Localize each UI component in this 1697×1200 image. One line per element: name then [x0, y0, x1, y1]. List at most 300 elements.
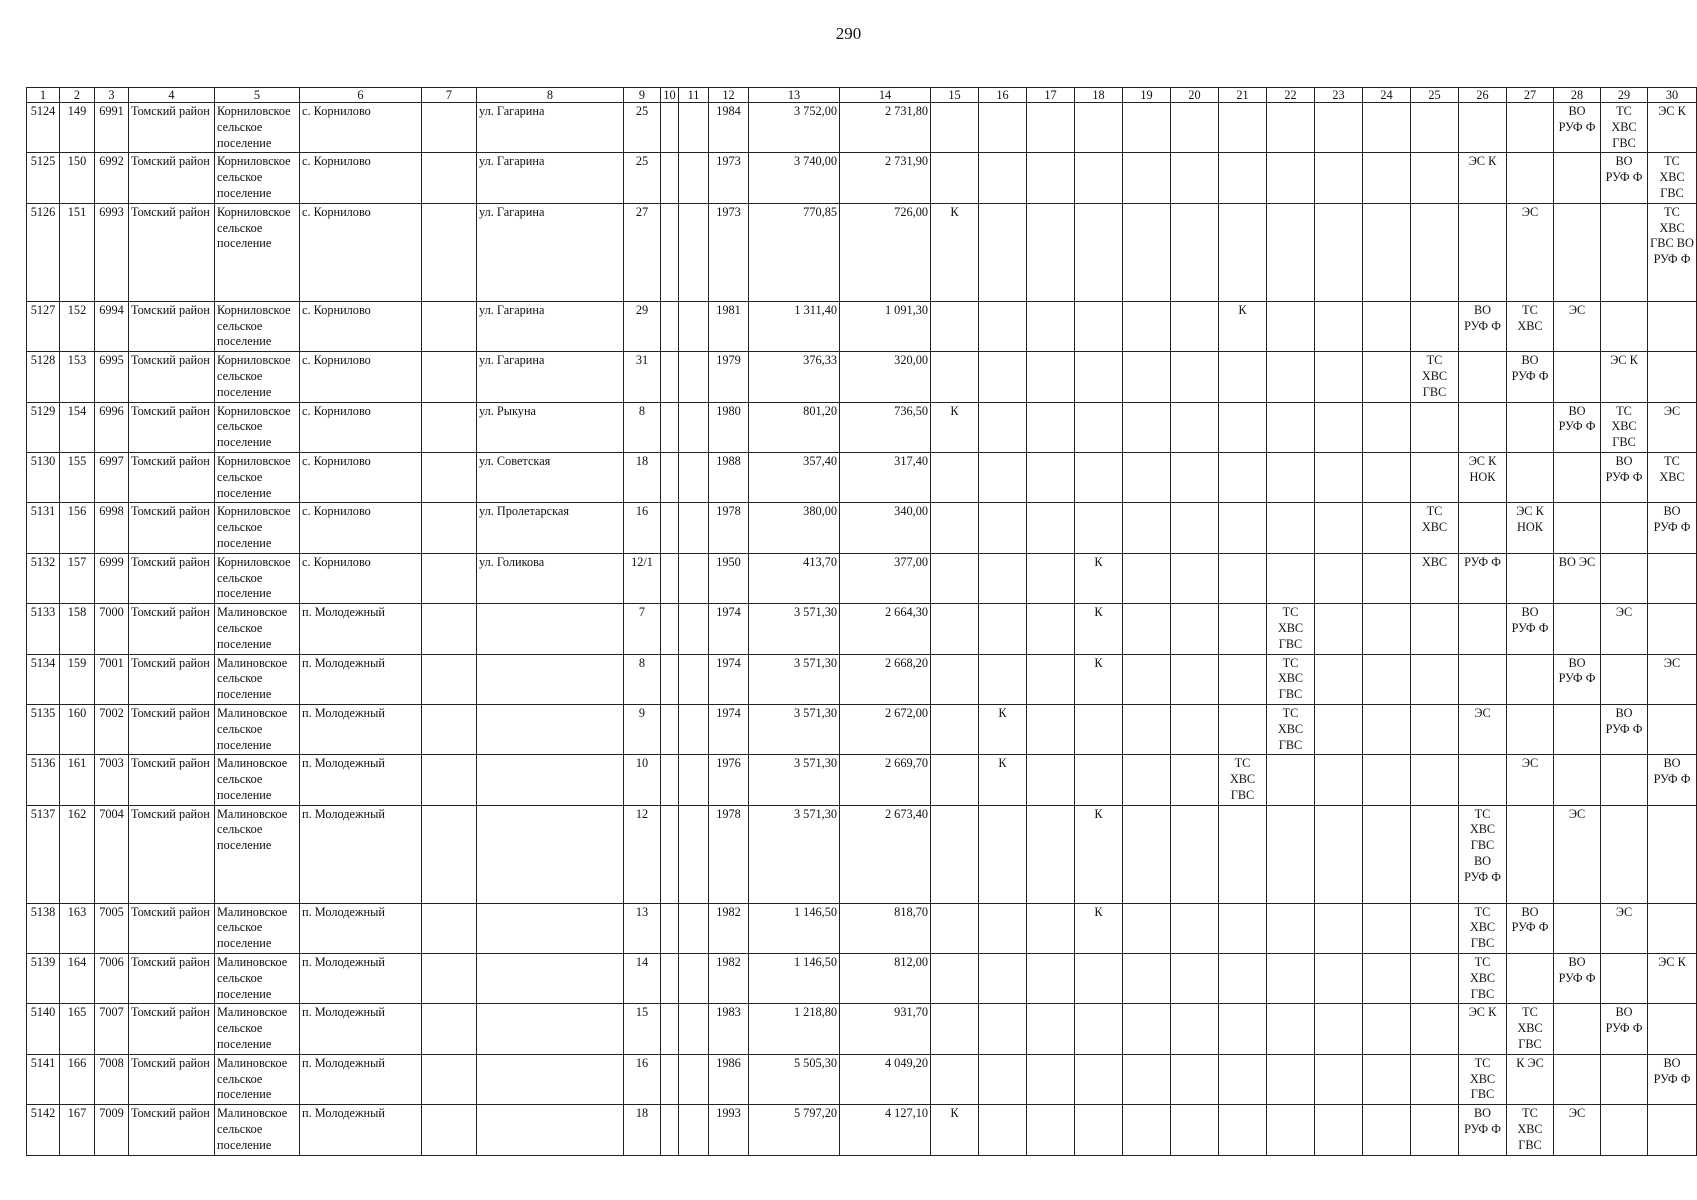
column-header: 26 [1459, 88, 1507, 103]
table-cell: 18 [624, 452, 661, 502]
table-cell [1267, 1004, 1315, 1054]
table-cell: ТС ХВС ГВС ВО РУФ Ф [1459, 805, 1507, 903]
table-cell: 166 [60, 1054, 95, 1104]
page-number: 290 [835, 24, 862, 43]
table-cell [931, 903, 979, 953]
table-cell [1075, 301, 1123, 351]
table-cell [1027, 903, 1075, 953]
table-cell [1123, 954, 1171, 1004]
table-cell: ТС ХВС ГВС [1459, 1054, 1507, 1104]
table-cell [1315, 503, 1363, 553]
table-cell: 7002 [95, 704, 129, 754]
column-header: 10 [661, 88, 679, 103]
table-row [27, 604, 1697, 654]
table-cell: Малиновское сельское поселение [215, 1054, 300, 1104]
table-cell [422, 704, 477, 754]
table-cell: 5141 [27, 1054, 60, 1104]
table-cell [1171, 452, 1219, 502]
table-cell: 3 752,00 [749, 103, 840, 153]
table-cell [422, 654, 477, 704]
table-cell [1075, 503, 1123, 553]
table-cell [1171, 402, 1219, 452]
table-cell: ТС ХВС ГВС ВО РУФ Ф [1648, 203, 1697, 301]
table-cell: Томский район [129, 805, 215, 903]
table-cell: 5127 [27, 301, 60, 351]
table-cell: 770,85 [749, 203, 840, 301]
table-cell [1315, 704, 1363, 754]
table-cell: Малиновское сельское поселение [215, 805, 300, 903]
column-header: 17 [1027, 88, 1075, 103]
table-cell [422, 553, 477, 603]
table-cell [1507, 103, 1554, 153]
column-header: 18 [1075, 88, 1123, 103]
table-cell [661, 604, 679, 654]
table-cell [1123, 402, 1171, 452]
table-cell [1219, 503, 1267, 553]
table-cell [661, 301, 679, 351]
table-row [27, 352, 1697, 402]
table-cell [931, 301, 979, 351]
table-cell [1075, 103, 1123, 153]
table-cell [1507, 954, 1554, 1004]
table-cell: 1982 [709, 954, 749, 1004]
table-cell: 6994 [95, 301, 129, 351]
table-cell: К [1075, 903, 1123, 953]
table-cell: 25 [624, 103, 661, 153]
table-cell: ТС ХВС ГВС [1648, 153, 1697, 203]
column-header: 19 [1123, 88, 1171, 103]
table-cell [1315, 452, 1363, 502]
table-cell: ЭС К [1648, 954, 1697, 1004]
table-cell [1027, 1054, 1075, 1104]
table-cell: 5 797,20 [749, 1105, 840, 1155]
table-row [27, 153, 1697, 203]
table-cell: ЭС [1601, 604, 1648, 654]
table-cell [1315, 301, 1363, 351]
table-cell: 151 [60, 203, 95, 301]
table-cell [1027, 805, 1075, 903]
table-cell: 5130 [27, 452, 60, 502]
table-cell [477, 903, 624, 953]
table-row [27, 553, 1697, 603]
table-cell [422, 1054, 477, 1104]
column-header: 3 [95, 88, 129, 103]
table-cell: 165 [60, 1004, 95, 1054]
column-number-header [27, 88, 1697, 103]
table-cell [1075, 755, 1123, 805]
table-cell: ЭС [1648, 402, 1697, 452]
table-cell: 5138 [27, 903, 60, 953]
table-cell [1171, 654, 1219, 704]
table-cell: ЭС К [1601, 352, 1648, 402]
table-cell [1411, 1054, 1459, 1104]
table-cell [1267, 755, 1315, 805]
table-cell: 380,00 [749, 503, 840, 553]
table-cell [1648, 604, 1697, 654]
table-cell: 5128 [27, 352, 60, 402]
table-cell: 2 731,80 [840, 103, 931, 153]
table-cell: Томский район [129, 903, 215, 953]
table-cell: 726,00 [840, 203, 931, 301]
table-cell: п. Молодежный [300, 903, 422, 953]
table-cell [1507, 805, 1554, 903]
table-cell [1267, 1105, 1315, 1155]
table-cell [477, 755, 624, 805]
table-cell [1411, 1004, 1459, 1054]
table-cell: п. Молодежный [300, 654, 422, 704]
table-cell [1171, 954, 1219, 1004]
table-cell [1601, 503, 1648, 553]
table-cell: Томский район [129, 604, 215, 654]
table-cell: ТС ХВС [1411, 503, 1459, 553]
table-cell [1648, 903, 1697, 953]
table-cell [1027, 553, 1075, 603]
table-cell: 10 [624, 755, 661, 805]
table-cell: ЭС [1601, 903, 1648, 953]
table-cell [1123, 704, 1171, 754]
table-cell: 7007 [95, 1004, 129, 1054]
table-cell: Корниловское сельское поселение [215, 452, 300, 502]
table-cell: К [931, 203, 979, 301]
table-cell [1075, 1105, 1123, 1155]
table-cell: 3 571,30 [749, 755, 840, 805]
table-cell [661, 805, 679, 903]
table-cell: ул. Гагарина [477, 103, 624, 153]
table-cell: 6995 [95, 352, 129, 402]
table-cell [661, 1054, 679, 1104]
table-cell [1027, 153, 1075, 203]
table-cell [979, 203, 1027, 301]
table-cell [1363, 153, 1411, 203]
table-cell: 6996 [95, 402, 129, 452]
table-cell: Томский район [129, 954, 215, 1004]
table-cell [979, 503, 1027, 553]
table-cell [1554, 704, 1601, 754]
table-cell: Корниловское сельское поселение [215, 153, 300, 203]
table-cell [1267, 203, 1315, 301]
table-cell [1027, 604, 1075, 654]
table-cell: 1950 [709, 553, 749, 603]
table-cell: 6998 [95, 503, 129, 553]
table-cell: ВО РУФ Ф [1507, 903, 1554, 953]
table-cell [1648, 805, 1697, 903]
table-cell [931, 503, 979, 553]
table-cell [1171, 1054, 1219, 1104]
table-cell [1267, 352, 1315, 402]
table-cell [679, 903, 709, 953]
table-cell [422, 352, 477, 402]
table-cell [979, 452, 1027, 502]
table-cell [1171, 604, 1219, 654]
table-cell: 162 [60, 805, 95, 903]
table-cell: К [979, 755, 1027, 805]
table-cell [422, 103, 477, 153]
table-cell [661, 103, 679, 153]
table-row [27, 301, 1697, 351]
table-cell [1459, 755, 1507, 805]
table-cell [1267, 805, 1315, 903]
table-cell [1601, 203, 1648, 301]
table-cell: 2 664,30 [840, 604, 931, 654]
table-cell [422, 805, 477, 903]
table-cell: 164 [60, 954, 95, 1004]
table-cell: ТС ХВС [1507, 301, 1554, 351]
table-cell [979, 1054, 1027, 1104]
table-row [27, 1004, 1697, 1054]
table-cell [1075, 1054, 1123, 1104]
table-cell [1363, 301, 1411, 351]
table-cell [1027, 1004, 1075, 1054]
table-cell [1123, 805, 1171, 903]
table-cell: с. Корнилово [300, 553, 422, 603]
table-cell [661, 503, 679, 553]
table-cell: 149 [60, 103, 95, 153]
table-cell [1123, 203, 1171, 301]
table-row [27, 805, 1697, 903]
table-cell [1363, 604, 1411, 654]
table-cell [1219, 153, 1267, 203]
table-cell [1411, 654, 1459, 704]
table-cell: ТС ХВС ГВС [1507, 1105, 1554, 1155]
table-cell [477, 604, 624, 654]
table-cell: 5131 [27, 503, 60, 553]
table-cell [422, 452, 477, 502]
table-cell: К ЭС [1507, 1054, 1554, 1104]
table-row [27, 503, 1697, 553]
table-cell: 1 146,50 [749, 954, 840, 1004]
table-cell [679, 153, 709, 203]
table-cell: ВО РУФ Ф [1601, 452, 1648, 502]
table-cell: К [1075, 654, 1123, 704]
table-cell [477, 954, 624, 1004]
table-cell [1648, 1004, 1697, 1054]
table-cell [477, 1004, 624, 1054]
table-cell [931, 452, 979, 502]
table-cell [1123, 452, 1171, 502]
table-cell: 15 [624, 1004, 661, 1054]
column-header: 2 [60, 88, 95, 103]
table-cell [422, 604, 477, 654]
table-cell: 5136 [27, 755, 60, 805]
table-cell: 159 [60, 654, 95, 704]
table-cell [931, 352, 979, 402]
column-header: 15 [931, 88, 979, 103]
column-header: 21 [1219, 88, 1267, 103]
table-cell: п. Молодежный [300, 1054, 422, 1104]
table-cell [1219, 452, 1267, 502]
table-cell [1363, 755, 1411, 805]
table-cell: 5142 [27, 1105, 60, 1155]
table-cell [1123, 103, 1171, 153]
table-cell [1648, 553, 1697, 603]
table-cell [979, 153, 1027, 203]
table-cell: ул. Голикова [477, 553, 624, 603]
table-cell [1171, 755, 1219, 805]
table-cell: Корниловское сельское поселение [215, 203, 300, 301]
table-cell [422, 1004, 477, 1054]
column-header: 20 [1171, 88, 1219, 103]
table-cell [1315, 604, 1363, 654]
column-header: 12 [709, 88, 749, 103]
table-row [27, 402, 1697, 452]
table-cell [1363, 553, 1411, 603]
table-cell [1027, 954, 1075, 1004]
table-cell: ул. Гагарина [477, 203, 624, 301]
table-cell: 1 311,40 [749, 301, 840, 351]
table-cell: 16 [624, 1054, 661, 1104]
table-cell [1219, 604, 1267, 654]
table-cell [1554, 903, 1601, 953]
table-cell: 818,70 [840, 903, 931, 953]
table-cell [1315, 1004, 1363, 1054]
table-cell: 2 668,20 [840, 654, 931, 704]
table-cell: ВО РУФ Ф [1554, 954, 1601, 1004]
table-cell: Корниловское сельское поселение [215, 352, 300, 402]
table-cell: 1973 [709, 153, 749, 203]
table-cell: Малиновское сельское поселение [215, 755, 300, 805]
table-cell: 12 [624, 805, 661, 903]
table-cell [1123, 352, 1171, 402]
table-cell: 1978 [709, 503, 749, 553]
table-cell: ЭС [1507, 755, 1554, 805]
table-cell [1363, 352, 1411, 402]
table-cell [931, 1054, 979, 1104]
table-cell [1554, 452, 1601, 502]
table-cell: 1982 [709, 903, 749, 953]
table-cell [661, 654, 679, 704]
table-cell: ВО ЭС [1554, 553, 1601, 603]
table-cell: с. Корнилово [300, 402, 422, 452]
table-cell [1123, 1004, 1171, 1054]
table-row [27, 1105, 1697, 1155]
table-cell: ЭС [1459, 704, 1507, 754]
table-cell: Корниловское сельское поселение [215, 103, 300, 153]
table-cell: Малиновское сельское поселение [215, 654, 300, 704]
table-cell: ВО РУФ Ф [1507, 352, 1554, 402]
column-header: 1 [27, 88, 60, 103]
table-cell: 6997 [95, 452, 129, 502]
table-cell [661, 1004, 679, 1054]
table-cell [1459, 654, 1507, 704]
table-cell [679, 954, 709, 1004]
table-cell [979, 103, 1027, 153]
table-cell: К [1075, 553, 1123, 603]
table-cell [1554, 1054, 1601, 1104]
table-cell [1554, 153, 1601, 203]
table-cell [931, 604, 979, 654]
table-cell [477, 1105, 624, 1155]
table-cell [1363, 203, 1411, 301]
table-cell [422, 203, 477, 301]
table-cell [477, 654, 624, 704]
table-cell [1219, 402, 1267, 452]
table-cell [679, 503, 709, 553]
table-cell [1363, 903, 1411, 953]
table-cell [1027, 203, 1075, 301]
table-cell [679, 352, 709, 402]
table-cell: РУФ Ф [1459, 553, 1507, 603]
table-cell [1363, 954, 1411, 1004]
table-cell [1267, 503, 1315, 553]
table-cell: ЭС [1554, 301, 1601, 351]
table-cell: Томский район [129, 755, 215, 805]
column-header: 8 [477, 88, 624, 103]
table-cell [1123, 1054, 1171, 1104]
table-cell [1363, 103, 1411, 153]
table-cell [1171, 153, 1219, 203]
table-cell [1459, 103, 1507, 153]
table-cell: Томский район [129, 103, 215, 153]
table-cell [1315, 755, 1363, 805]
table-cell [477, 1054, 624, 1104]
table-cell [1601, 654, 1648, 704]
table-cell [679, 402, 709, 452]
table-cell: 7006 [95, 954, 129, 1004]
table-cell: п. Молодежный [300, 1004, 422, 1054]
table-cell [931, 654, 979, 704]
table-cell: 163 [60, 903, 95, 953]
table-cell: Томский район [129, 704, 215, 754]
table-cell [1075, 954, 1123, 1004]
table-cell [1363, 452, 1411, 502]
table-cell: 31 [624, 352, 661, 402]
table-cell [1267, 103, 1315, 153]
table-cell [1219, 805, 1267, 903]
table-cell: 1988 [709, 452, 749, 502]
table-cell [1267, 402, 1315, 452]
table-cell [979, 805, 1027, 903]
table-cell [679, 553, 709, 603]
table-cell [422, 301, 477, 351]
column-header: 14 [840, 88, 931, 103]
table-cell [1554, 755, 1601, 805]
table-cell [661, 553, 679, 603]
table-cell: 13 [624, 903, 661, 953]
table-cell [1267, 452, 1315, 502]
table-cell: К [979, 704, 1027, 754]
table-cell [1648, 1105, 1697, 1155]
table-cell [1411, 704, 1459, 754]
table-cell: ЭС К [1648, 103, 1697, 153]
table-cell: 2 673,40 [840, 805, 931, 903]
table-cell [1123, 1105, 1171, 1155]
table-cell [1075, 153, 1123, 203]
table-cell [1219, 203, 1267, 301]
table-cell [1171, 203, 1219, 301]
table-row [27, 755, 1697, 805]
table-cell: 5126 [27, 203, 60, 301]
table-cell [1171, 301, 1219, 351]
table-cell [931, 704, 979, 754]
table-cell [661, 452, 679, 502]
table-cell [661, 402, 679, 452]
table-cell: 1981 [709, 301, 749, 351]
column-header: 11 [679, 88, 709, 103]
table-cell [1411, 954, 1459, 1004]
table-cell: ВО РУФ Ф [1459, 301, 1507, 351]
table-cell: 376,33 [749, 352, 840, 402]
table-cell [1363, 1004, 1411, 1054]
table-cell [661, 704, 679, 754]
table-cell: ВО РУФ Ф [1648, 503, 1697, 553]
table-cell: Корниловское сельское поселение [215, 402, 300, 452]
table-cell [1171, 352, 1219, 402]
table-cell: Томский район [129, 452, 215, 502]
table-row [27, 954, 1697, 1004]
table-cell: 317,40 [840, 452, 931, 502]
table-cell: 8 [624, 654, 661, 704]
table-cell: 5134 [27, 654, 60, 704]
